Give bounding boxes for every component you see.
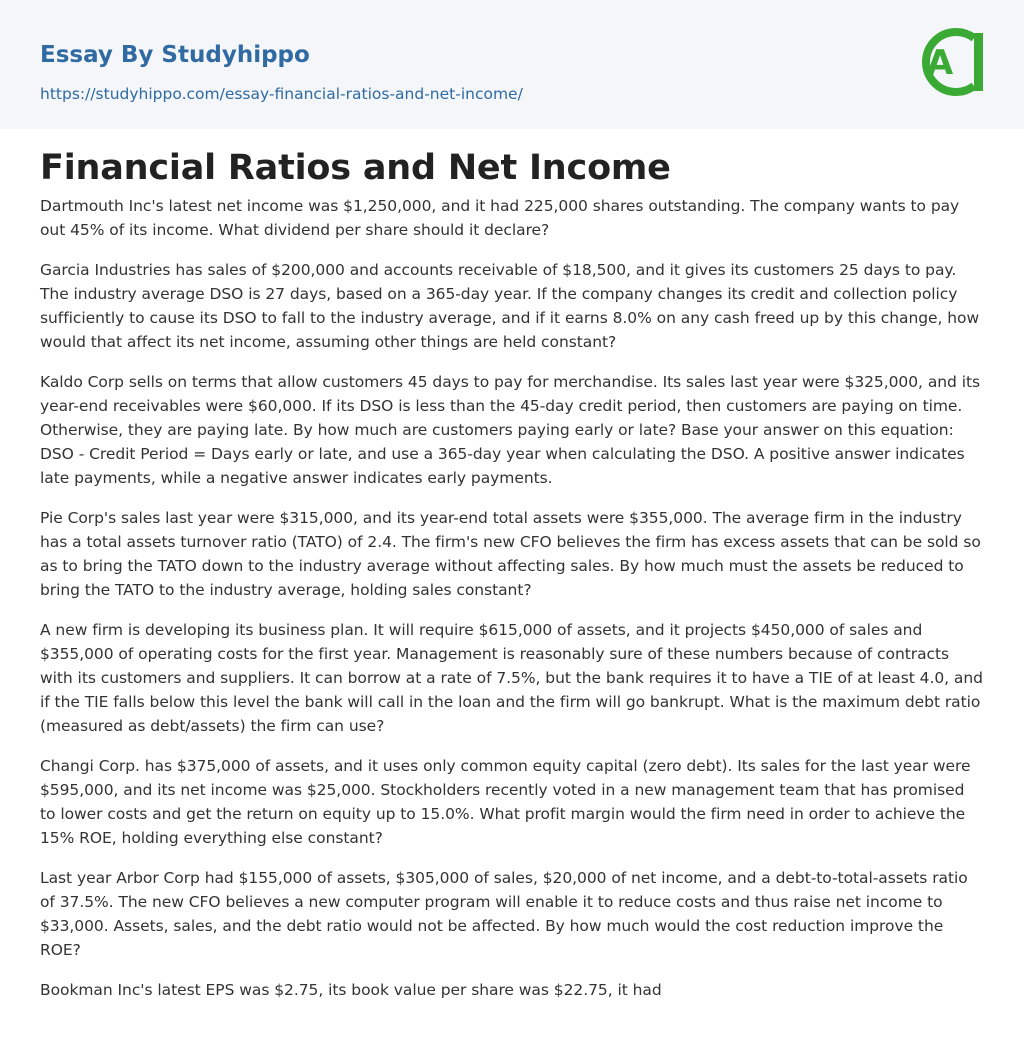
- site-title[interactable]: Essay By Studyhippo: [40, 42, 310, 68]
- paragraph-1: Dartmouth Inc's latest net income was $1,250,000, and it had 225,000 shares outstanding. The company wants to pay out 45% of its income. What dividend per share should it declare?: [40, 197, 960, 239]
- site-header: [0, 0, 1024, 129]
- paragraph-6: Changi Corp. has $375,000 of assets, and it uses only common equity capital (zero debt). Its sales for the last year were $595,000, and its net income was $25,000. Stockholders recently voted in a new management team that has promised to lower costs and get the return on equity up to 15.0%. What profit margin would the firm need in order to achieve the 15% ROE, holding everything else constant?: [40, 757, 971, 847]
- essay-url-link[interactable]: https://studyhippo.com/essay-financial-ratios-and-net-income/: [40, 85, 523, 103]
- studyhippo-logo-icon[interactable]: [912, 19, 986, 105]
- paragraph-5: A new firm is developing its business plan. It will require $615,000 of assets, and it projects $450,000 of sales and $355,000 of operating costs for the first year. Management is reasonably sure of these numbers because of contracts with its customers and suppliers. It can borrow at a rate of 7.5%, but the bank requires it to have a TIE of at least 4.0, and if the TIE falls below this level the bank will call in the loan and the firm will go bankrupt. What is the maximum debt ratio (measured as debt/assets) the firm can use?: [40, 621, 983, 735]
- logo-letter: A: [926, 43, 954, 83]
- paragraph-7: Last year Arbor Corp had $155,000 of assets, $305,000 of sales, $20,000 of net income, and a debt-to-total-assets ratio of 37.5%. The new CFO believes a new computer program will enable it to reduce costs and thus raise net income to $33,000. Assets, sales, and the debt ratio would not be affected. By how much would the cost reduction improve the ROE?: [40, 869, 968, 959]
- paragraph-2: Garcia Industries has sales of $200,000 and accounts receivable of $18,500, and it gives its customers 25 days to pay. The industry average DSO is 27 days, based on a 365-day year. If the company changes its credit and collection policy sufficiently to cause its DSO to fall to the industry average, and if it earns 8.0% on any cash freed up by this change, how would that affect its net income, assuming other things are held constant?: [40, 261, 980, 351]
- paragraph-3: Kaldo Corp sells on terms that allow customers 45 days to pay for merchandise. Its sales last year were $325,000, and its year-end receivables were $60,000. If its DSO is less than the 45-day credit period, then customers are paying on time. Otherwise, they are paying late. By how much are customers paying early or late? Base your answer on this equation: DSO - Credit Period = Days early or late, and use a 365-day year when calculating the DSO. A positive answer indicates late payments, while a negative answer indicates early payments.: [40, 373, 981, 487]
- paragraph-8: Bookman Inc's latest EPS was $2.75, its book value per share was $22.75, it had: [40, 981, 662, 999]
- paragraph-4: Pie Corp's sales last year were $315,000, and its year-end total assets were $355,000. The average firm in the industry has a total assets turnover ratio (TATO) of 2.4. The firm's new CFO believes the firm has excess assets that can be sold so as to bring the TATO down to the industry average without affecting sales. By how much must the assets be reduced to bring the TATO to the industry average, holding sales constant?: [40, 509, 981, 599]
- article: [40, 145, 984, 1018]
- page-title: Financial Ratios and Net Income: [40, 148, 671, 188]
